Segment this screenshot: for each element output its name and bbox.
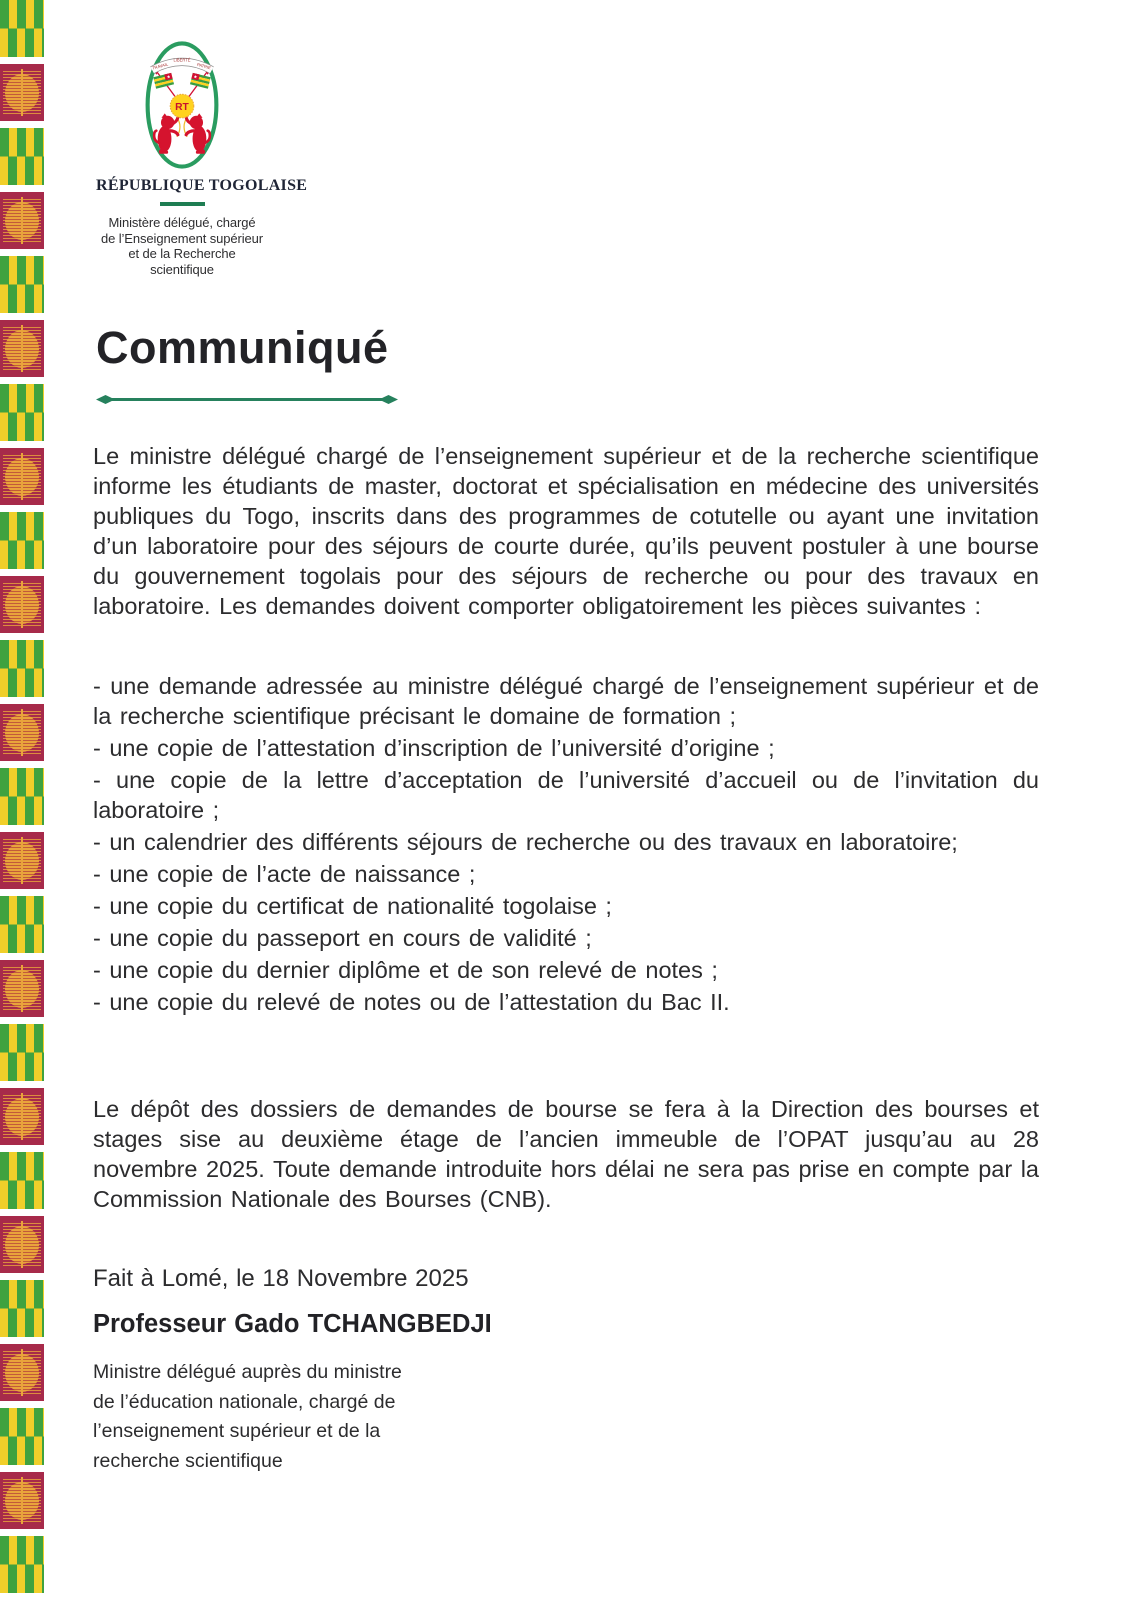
togo-coat-of-arms-icon <box>143 40 221 170</box>
kente-tile-red <box>0 576 44 633</box>
kente-motif-disc <box>5 1226 39 1264</box>
dateline: Fait à Lomé, le 18 Novembre 2025 <box>93 1265 469 1292</box>
kente-motif-disc <box>5 74 39 112</box>
kente-tile-red <box>0 960 44 1017</box>
rt-monogram: RT <box>175 101 189 113</box>
kente-tile-green <box>0 1024 44 1081</box>
kente-tile-red <box>0 64 44 121</box>
kente-tile-red <box>0 1344 44 1401</box>
signatory-role <box>93 1358 513 1476</box>
kente-motif-disc <box>5 842 39 880</box>
signatory-name: Professeur Gado TCHANGBEDJI <box>93 1310 492 1338</box>
role-line: l’enseignement supérieur et de la <box>93 1420 381 1442</box>
kente-tile-green <box>0 256 44 313</box>
list-item: - une copie de l’acte de naissance ; <box>93 861 476 887</box>
list-item: - une copie du passeport en cours de validité ; <box>93 925 592 951</box>
divider-diamond-icon <box>379 395 398 404</box>
letterhead <box>96 40 308 277</box>
kente-motif-disc <box>5 1354 39 1392</box>
role-line: Ministre délégué auprès du ministre <box>93 1361 402 1383</box>
paragraph-intro: Le ministre délégué chargé de l’enseignement supérieur et de la recherche scientifique informe les étudiants de master, doctorat et spécialisation en médecine des universités publiques du Togo, inscrits dans des programmes de cotutelle ou ayant une invitation d’un laboratoire pour des séjours de courte durée, qu’ils peuvent postuler à une bourse du gouvernement togolais pour des séjours de recherche ou pour des travaux en laboratoire. Les demandes doivent comporter obligatoirement les pièces suivantes : <box>93 443 1039 619</box>
ministry-line: Ministère délégué, chargé <box>108 215 256 230</box>
rt-sunburst-icon <box>170 94 194 118</box>
kente-tile-green <box>0 384 44 441</box>
ministry-line: de l’Enseignement supérieur <box>100 230 264 246</box>
kente-tile-green <box>0 896 44 953</box>
kente-tile-red <box>0 1472 44 1529</box>
kente-tile-green <box>0 1536 44 1593</box>
list-item: - un calendrier des différents séjours de recherche ou des travaux en laboratoire; <box>93 829 958 855</box>
kente-tile-red <box>0 448 44 505</box>
kente-tile-red <box>0 704 44 761</box>
republic-name: RÉPUBLIQUE TOGOLAISE <box>96 177 308 194</box>
kente-tile-red <box>0 320 44 377</box>
ministry-name <box>96 215 268 277</box>
motto-word: LIBERTÉ <box>173 57 191 63</box>
divider-line <box>111 398 383 401</box>
kente-tile-red <box>0 192 44 249</box>
motto-word: TRAVAIL <box>151 61 169 71</box>
kente-tile-green <box>0 128 44 185</box>
list-item: - une copie de l’attestation d’inscription de l’université d’origine ; <box>93 735 775 761</box>
kente-tile-green <box>0 1408 44 1465</box>
paragraph-deposit: Le dépôt des dossiers de demandes de bourse se fera à la Direction des bourses et stages sise au deuxième étage de l’ancien immeuble de l’OPAT jusqu’au au 28 novembre 2025. Toute demande introduite hors délai ne sera pas prise en compte par la Commission Nationale des Bourses (CNB). <box>93 1096 1039 1212</box>
ministry-line: et de la Recherche scientifique <box>128 246 236 277</box>
kente-motif-disc <box>5 330 39 368</box>
kente-tile-green <box>0 1280 44 1337</box>
list-item: - une demande adressée au ministre délégué chargé de l’enseignement supérieur et de la recherche scientifique précisant le domaine de formation ; <box>93 673 1039 729</box>
kente-tile-green <box>0 1152 44 1209</box>
list-item: - une copie de la lettre d’acceptation de l’université d’accueil ou de l’invitation du laboratoire ; <box>93 767 1039 823</box>
kente-tile-green <box>0 768 44 825</box>
kente-tile-red <box>0 1216 44 1273</box>
kente-motif-disc <box>5 714 39 752</box>
list-item: - une copie du relevé de notes ou de l’attestation du Bac II. <box>93 989 730 1015</box>
flag-star-icon: ★ <box>192 73 199 80</box>
kente-tile-red <box>0 832 44 889</box>
kente-motif-disc <box>5 202 39 240</box>
requirements-list <box>93 671 1039 1019</box>
kente-tile-green <box>0 640 44 697</box>
title-divider <box>96 395 398 404</box>
kente-motif-disc <box>5 970 39 1008</box>
kente-motif-disc <box>5 1098 39 1136</box>
kente-motif-disc <box>5 586 39 624</box>
list-item: - une copie du dernier diplôme et de son relevé de notes ; <box>93 957 718 983</box>
kente-tile-red <box>0 1088 44 1145</box>
kente-tile-green <box>0 512 44 569</box>
kente-border <box>0 0 44 1600</box>
kente-motif-disc <box>5 1482 39 1520</box>
flag-star-icon: ★ <box>165 73 172 80</box>
divider-diamond-icon <box>96 395 115 404</box>
kente-tile-green <box>0 0 44 57</box>
motto-word: PATRIE <box>196 61 212 71</box>
list-item: - une copie du certificat de nationalité togolaise ; <box>93 893 612 919</box>
page-title: Communiqué <box>96 322 389 373</box>
role-line: recherche scientifique <box>93 1449 283 1472</box>
kente-motif-disc <box>5 458 39 496</box>
header-rule <box>160 202 205 206</box>
role-line: de l’éducation nationale, chargé de <box>93 1390 396 1413</box>
